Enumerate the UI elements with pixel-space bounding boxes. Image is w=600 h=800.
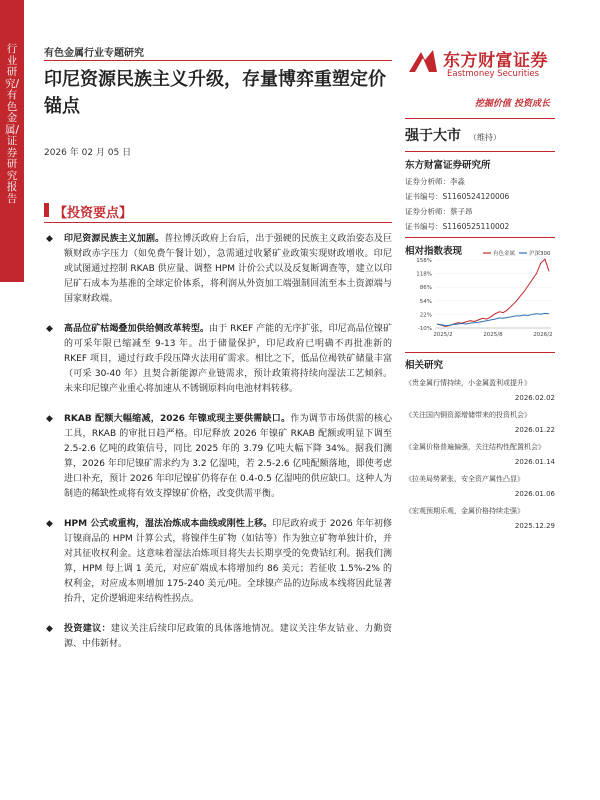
research-dept: 东方财富证券研究所 — [405, 151, 555, 171]
legend-label: 沪深300 — [529, 251, 551, 257]
brand-name-cn: 东方财富证券 — [443, 51, 548, 71]
rating-row — [405, 125, 555, 145]
related-date: 2026.02.02 — [514, 394, 555, 402]
list-item[interactable] — [405, 442, 555, 466]
line-chart — [405, 248, 555, 340]
report-category: 有色金属行业专题研究 — [44, 48, 144, 59]
key-point — [44, 412, 392, 502]
side-label: 行业研究/有色金属/证券研究报告 — [4, 43, 20, 205]
relative-index-chart — [405, 248, 555, 340]
y-tick-label: 118% — [416, 271, 432, 278]
brand-logo — [405, 44, 555, 84]
key-point — [44, 322, 392, 397]
key-point-head: 印尼资源民族主义加剧。 — [64, 234, 165, 244]
diamond-bullet-icon: ◆ — [46, 324, 53, 334]
related-date: 2026.01.06 — [514, 490, 555, 498]
list-item[interactable] — [405, 506, 555, 530]
rating-divider — [405, 118, 555, 119]
x-tick-label: 2025/2 — [433, 332, 453, 338]
key-point-body: 印尼政府或于 2026 年年初修订镍商品的 HPM 计算公式，将镍伴生矿物（如钴等）作为独立矿物单独计价，并对其征收权利金。这意味着湿法冶炼项目将失去长期享受的免费钴红利。据我们测算，HPM 每上调 1 美元，对应矿端成本将增加约 86 美元；若征收 1.5%-2% 的权利金，对应成本则增加 175-240 美元/吨。全球镍产品的边际成本线将因此显著抬升，定价逻辑迎来结构性拐点。 — [64, 519, 392, 604]
key-point-body: 由于 RKEF 产能的无序扩张，印尼高品位镍矿的可采年限已缩减至 9-13 年。出于储量保护，印尼政府已明确不再批准新的 RKEF 项目，通过行政手段压降火法用矿需求。相比之下，低品位褐铁矿储量丰富（可采 30-40 年）且契合新能源产业链需求，预计政策将持续向湿法工艺倾斜。未来印尼镍产业重心将加速从不锈钢原料向电池材料转移。 — [64, 324, 392, 394]
list-item[interactable] — [405, 378, 555, 402]
analyst-list — [405, 174, 555, 234]
key-point-head: HPM 公式或重构，湿法冶炼成本曲线或刚性上移。 — [64, 519, 273, 529]
report-date: 2026 年 02 月 05 日 — [44, 148, 132, 158]
key-point-head: 高品位矿枯竭叠加供给侧改革转型。 — [64, 324, 210, 334]
y-tick-label: 86% — [419, 285, 432, 292]
list-item[interactable] — [405, 410, 555, 434]
related-title: 《金属价格普遍偏强，关注结构性配置机会》 — [405, 443, 545, 451]
related-heading: 相关研究 — [405, 352, 555, 371]
eastmoney-logo-icon — [405, 46, 441, 78]
key-point-body: 普拉博沃政府上台后，出于强硬的民族主义政治姿态及巨额财政赤字压力（如免费午餐计划），急需通过收紧矿业政策实现财政增收。印尼或试图通过控制 RKAB 供应量、调整 HPM 计价公式以及反复断调查等，建立以印尼矿石成本为基准的全球定价体系，将利润从外资加工端强制回流至本土资源端与国家财政端。 — [64, 234, 392, 304]
related-title: 《拉美局势紧张，安全资产属性凸显》 — [405, 475, 524, 483]
key-points-list — [44, 232, 392, 667]
y-tick-label: -10% — [417, 326, 432, 332]
related-date: 2026.01.22 — [514, 426, 555, 434]
y-tick-label: 22% — [419, 312, 432, 319]
x-tick-label: 2026/2 — [533, 332, 553, 338]
x-tick-label: 2025/8 — [483, 332, 503, 338]
analyst-name: 证券分析师：李淼 — [405, 177, 465, 186]
related-research-list — [405, 370, 555, 530]
brand-slogan: 挖掘价值 投资成长 — [474, 99, 550, 109]
key-point — [44, 517, 392, 607]
y-tick-label: 158% — [416, 258, 432, 264]
industry-rating: 强于大市 — [405, 128, 461, 144]
chart-heading: 相对指数表现 — [405, 237, 555, 257]
y-tick-label: 54% — [419, 298, 432, 305]
side-band — [0, 0, 24, 282]
key-point — [44, 622, 392, 652]
related-title: 《关注国内铜资源增储带来的投资机会》 — [405, 411, 531, 419]
related-date: 2026.01.14 — [514, 458, 555, 466]
key-point — [44, 232, 392, 307]
analyst-name: 证券分析师：蔡子昂 — [405, 207, 473, 216]
header-divider — [44, 60, 392, 61]
related-date: 2025.12.29 — [514, 522, 555, 530]
diamond-bullet-icon: ◆ — [46, 624, 53, 634]
page-title: 印尼资源民族主义升级，存量博弈重塑定价锚点 — [44, 69, 386, 117]
series-line — [437, 259, 549, 326]
diamond-bullet-icon: ◆ — [46, 234, 53, 244]
key-point-body: 建议关注后续印尼政策的具体落地情况。建议关注华友钴业、力勤资源、中伟新材。 — [64, 624, 392, 649]
diamond-bullet-icon: ◆ — [46, 414, 53, 424]
legend-label: 有色金属 — [493, 251, 516, 257]
key-point-head: RKAB 配额大幅缩减，2026 年镍或现主要供需缺口。 — [64, 414, 291, 424]
key-points-divider — [44, 222, 392, 223]
key-point-body: 作为调节市场供需的核心工具，RKAB 的审批日趋严格。印尼释放 2026 年镍矿 RKAB 配额或明显下调至 2.5-2.6 亿吨的政策信号，同比 2025 年的 3.79 亿吨大幅下降 34%。据我们测算，2026 年印尼镍矿需求约为 3.2 亿湿吨，若 2.5-2.6 亿吨配额落地，即使考虑进口补充，预计 2026 年印尼镍矿仍将存在 0.4-0.5 亿湿吨的供应缺口。这种人为制造的稀缺性或将有效支撑镍矿价格，改变供需平衡。 — [64, 414, 392, 499]
brand-name-en: Eastmoney Securities — [447, 69, 540, 79]
heading-accent-bar — [44, 203, 49, 217]
diamond-bullet-icon: ◆ — [46, 519, 53, 529]
right-sidebar — [405, 118, 555, 257]
key-points-label: 【投资要点】 — [54, 206, 133, 221]
analyst-cert: 证书编号：S1160525110002 — [405, 222, 510, 231]
analyst-cert: 证书编号：S1160524120006 — [405, 192, 510, 201]
key-points-heading — [44, 200, 156, 220]
related-title: 《宏观预期乐观，金属价格持续走强》 — [405, 507, 524, 515]
list-item[interactable] — [405, 474, 555, 498]
related-title: 《贵金属行情持续，小金属盈利或提升》 — [405, 379, 531, 387]
key-point-head: 投资建议： — [64, 624, 111, 634]
rating-status: （维持） — [469, 133, 501, 142]
